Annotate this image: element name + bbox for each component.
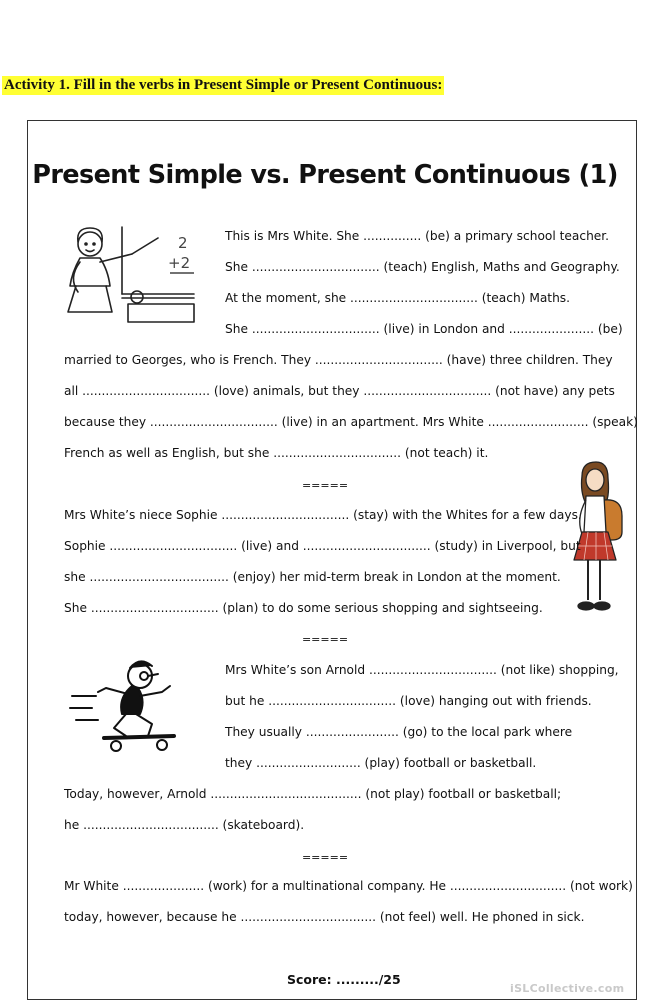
exercise-line: Mrs White’s son Arnold ................................. (not like) shopping, bbox=[225, 663, 619, 677]
activity-heading: Activity 1. Fill in the verbs in Present Simple or Present Continuous: bbox=[4, 77, 443, 93]
board-number-top: 2 bbox=[178, 234, 188, 252]
skateboarder-illustration bbox=[70, 656, 190, 756]
exercise-line: Mrs White’s niece Sophie ................................. (stay) with the Whites for a few days. bbox=[64, 508, 582, 522]
worksheet-title: Present Simple vs. Present Continuous (1) bbox=[32, 160, 618, 190]
exercise-line: She ................................. (teach) English, Maths and Geography. bbox=[225, 260, 620, 274]
exercise-line: French as well as English, but she ................................. (not teach) it. bbox=[64, 446, 489, 460]
exercise-line: She ................................. (plan) to do some serious shopping and sightseeing. bbox=[64, 601, 543, 615]
exercise-line: She ................................. (live) in London and ...................... (be) bbox=[225, 322, 623, 336]
exercise-line: she .................................... (enjoy) her mid-term break in London at the moment. bbox=[64, 570, 561, 584]
exercise-line: They usually ........................ (go) to the local park where bbox=[225, 725, 573, 739]
exercise-line: but he ................................. (love) hanging out with friends. bbox=[225, 694, 592, 708]
exercise-line: married to Georges, who is French. They ................................. (have) three children. They bbox=[64, 353, 613, 367]
board-number-bottom: +2 bbox=[168, 254, 191, 272]
exercise-line: because they ................................. (live) in an apartment. Mrs White .......................... (speak) bbox=[64, 415, 638, 429]
section-separator: ===== bbox=[301, 479, 349, 492]
exercise-line: they ........................... (play) football or basketball. bbox=[225, 756, 537, 770]
exercise-line: he ................................... (skateboard). bbox=[64, 818, 305, 832]
exercise-line: all ................................. (love) animals, but they ................................. (not have) any pets bbox=[64, 384, 615, 398]
section-separator: ===== bbox=[301, 633, 349, 646]
exercise-line: At the moment, she ................................. (teach) Maths. bbox=[225, 291, 571, 305]
score-label: Score: ........./25 bbox=[287, 972, 401, 987]
watermark: iSLCollective.com bbox=[510, 982, 625, 995]
teacher-illustration bbox=[62, 222, 202, 322]
exercise-line: Mr White ..................... (work) for a multinational company. He .............................. (not work) bbox=[64, 879, 633, 893]
exercise-line: Today, however, Arnold ....................................... (not play) football or basketball; bbox=[64, 787, 562, 801]
exercise-line: today, however, because he ................................... (not feel) well. He phoned in sick. bbox=[64, 910, 585, 924]
exercise-line: Sophie ................................. (live) and ................................. (study) in Liverpool, but bbox=[64, 539, 581, 553]
section-separator: ===== bbox=[301, 851, 349, 864]
exercise-line: This is Mrs White. She ............... (be) a primary school teacher. bbox=[225, 229, 610, 243]
